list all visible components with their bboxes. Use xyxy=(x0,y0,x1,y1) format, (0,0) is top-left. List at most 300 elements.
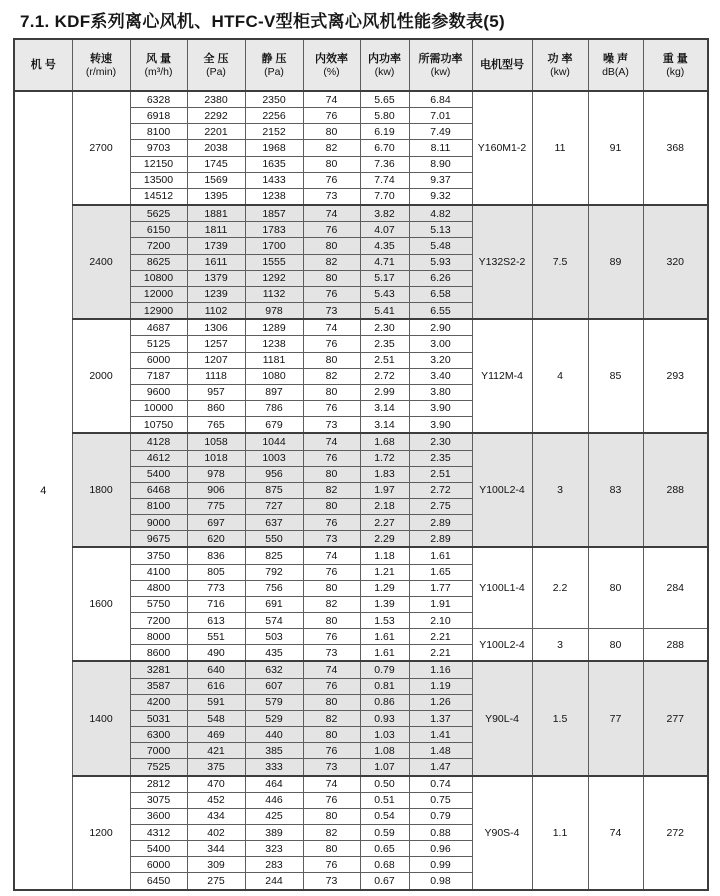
header-unit: (kw) xyxy=(374,65,395,78)
cell-static-pressure: 1181 xyxy=(245,352,303,368)
cell-static-pressure: 792 xyxy=(245,564,303,580)
cell-static-pressure: 244 xyxy=(245,873,303,890)
cell-total-pressure: 551 xyxy=(187,629,245,645)
cell-static-pressure: 1003 xyxy=(245,450,303,466)
cell-required-power: 1.47 xyxy=(409,759,472,776)
cell-total-pressure: 620 xyxy=(187,531,245,548)
cell-static-pressure: 875 xyxy=(245,482,303,498)
cell-required-power: 2.89 xyxy=(409,515,472,531)
header-speed xyxy=(72,39,130,91)
cell-internal-efficiency: 80 xyxy=(303,466,360,482)
table-row xyxy=(14,776,708,793)
cell-total-pressure: 434 xyxy=(187,808,245,824)
speed-cell: 1800 xyxy=(72,433,130,547)
cell-required-power: 3.00 xyxy=(409,336,472,352)
header-unit: (Pa) xyxy=(206,65,226,78)
cell-internal-power: 1.61 xyxy=(360,645,409,662)
cell-motor-power: 2.2 xyxy=(532,547,588,628)
cell-static-pressure: 978 xyxy=(245,302,303,319)
cell-internal-efficiency: 76 xyxy=(303,222,360,238)
cell-motor-model: Y100L2-4 xyxy=(472,629,532,662)
cell-noise: 80 xyxy=(588,547,643,628)
cell-static-pressure: 637 xyxy=(245,515,303,531)
cell-internal-efficiency: 80 xyxy=(303,124,360,140)
cell-flow-rate: 3600 xyxy=(130,808,187,824)
cell-required-power: 1.48 xyxy=(409,743,472,759)
cell-required-power: 6.55 xyxy=(409,302,472,319)
cell-internal-power: 2.72 xyxy=(360,368,409,384)
cell-required-power: 2.21 xyxy=(409,629,472,645)
cell-required-power: 1.37 xyxy=(409,710,472,726)
cell-internal-efficiency: 80 xyxy=(303,238,360,254)
cell-total-pressure: 1881 xyxy=(187,205,245,222)
cell-internal-power: 7.74 xyxy=(360,172,409,188)
cell-total-pressure: 1118 xyxy=(187,368,245,384)
header-label: 内功率 xyxy=(368,52,401,65)
cell-total-pressure: 836 xyxy=(187,547,245,564)
cell-motor-model: Y160M1-2 xyxy=(472,91,532,205)
cell-internal-power: 1.21 xyxy=(360,564,409,580)
cell-weight: 293 xyxy=(643,319,708,433)
cell-required-power: 2.21 xyxy=(409,645,472,662)
cell-internal-efficiency: 80 xyxy=(303,580,360,596)
header-machine-no xyxy=(14,39,72,91)
cell-static-pressure: 1238 xyxy=(245,336,303,352)
header-unit: (%) xyxy=(323,65,340,78)
cell-internal-power: 6.19 xyxy=(360,124,409,140)
cell-internal-power: 2.99 xyxy=(360,384,409,400)
cell-internal-power: 1.07 xyxy=(360,759,409,776)
cell-total-pressure: 697 xyxy=(187,515,245,531)
cell-flow-rate: 6918 xyxy=(130,108,187,124)
cell-total-pressure: 860 xyxy=(187,400,245,416)
cell-required-power: 2.51 xyxy=(409,466,472,482)
cell-total-pressure: 1018 xyxy=(187,450,245,466)
cell-noise: 80 xyxy=(588,629,643,662)
header-unit: (m³/h) xyxy=(144,65,173,78)
cell-internal-efficiency: 82 xyxy=(303,482,360,498)
cell-required-power: 1.41 xyxy=(409,727,472,743)
cell-static-pressure: 1857 xyxy=(245,205,303,222)
cell-internal-power: 2.29 xyxy=(360,531,409,548)
cell-internal-power: 1.68 xyxy=(360,433,409,450)
cell-total-pressure: 402 xyxy=(187,825,245,841)
cell-static-pressure: 1080 xyxy=(245,368,303,384)
header-motor-power xyxy=(532,39,588,91)
header-noise xyxy=(588,39,643,91)
cell-internal-power: 0.79 xyxy=(360,661,409,678)
cell-static-pressure: 385 xyxy=(245,743,303,759)
cell-internal-power: 3.82 xyxy=(360,205,409,222)
cell-flow-rate: 6300 xyxy=(130,727,187,743)
cell-motor-power: 1.1 xyxy=(532,776,588,890)
cell-internal-power: 5.17 xyxy=(360,270,409,286)
cell-internal-efficiency: 73 xyxy=(303,302,360,319)
cell-static-pressure: 435 xyxy=(245,645,303,662)
cell-required-power: 0.96 xyxy=(409,841,472,857)
cell-internal-efficiency: 82 xyxy=(303,368,360,384)
cell-static-pressure: 1433 xyxy=(245,172,303,188)
cell-static-pressure: 1289 xyxy=(245,319,303,336)
cell-required-power: 8.11 xyxy=(409,140,472,156)
cell-required-power: 0.75 xyxy=(409,792,472,808)
cell-flow-rate: 5400 xyxy=(130,466,187,482)
cell-motor-power: 3 xyxy=(532,433,588,547)
cell-internal-power: 0.50 xyxy=(360,776,409,793)
cell-static-pressure: 579 xyxy=(245,694,303,710)
cell-total-pressure: 421 xyxy=(187,743,245,759)
cell-motor-model: Y90S-4 xyxy=(472,776,532,890)
cell-required-power: 2.90 xyxy=(409,319,472,336)
cell-internal-efficiency: 82 xyxy=(303,710,360,726)
cell-total-pressure: 469 xyxy=(187,727,245,743)
cell-flow-rate: 8625 xyxy=(130,254,187,270)
cell-static-pressure: 2350 xyxy=(245,91,303,108)
cell-internal-power: 1.83 xyxy=(360,466,409,482)
cell-internal-power: 4.07 xyxy=(360,222,409,238)
cell-static-pressure: 727 xyxy=(245,498,303,514)
cell-total-pressure: 1395 xyxy=(187,188,245,205)
cell-static-pressure: 323 xyxy=(245,841,303,857)
header-unit: (r/min) xyxy=(85,65,117,78)
header-required-power xyxy=(409,39,472,91)
cell-static-pressure: 1700 xyxy=(245,238,303,254)
cell-required-power: 6.84 xyxy=(409,91,472,108)
speed-cell: 1200 xyxy=(72,776,130,890)
cell-internal-power: 4.71 xyxy=(360,254,409,270)
table-row xyxy=(14,91,708,108)
cell-flow-rate: 4200 xyxy=(130,694,187,710)
cell-internal-power: 1.03 xyxy=(360,727,409,743)
cell-noise: 77 xyxy=(588,661,643,775)
cell-required-power: 3.20 xyxy=(409,352,472,368)
cell-flow-rate: 3750 xyxy=(130,547,187,564)
cell-flow-rate: 7200 xyxy=(130,238,187,254)
header-internal-power xyxy=(360,39,409,91)
cell-flow-rate: 3587 xyxy=(130,678,187,694)
header-label: 静 压 xyxy=(261,52,287,65)
cell-internal-efficiency: 74 xyxy=(303,661,360,678)
cell-flow-rate: 6450 xyxy=(130,873,187,890)
cell-internal-power: 1.08 xyxy=(360,743,409,759)
cell-required-power: 3.80 xyxy=(409,384,472,400)
cell-flow-rate: 8100 xyxy=(130,124,187,140)
cell-internal-power: 5.65 xyxy=(360,91,409,108)
cell-internal-efficiency: 74 xyxy=(303,776,360,793)
cell-internal-power: 7.36 xyxy=(360,156,409,172)
cell-weight: 277 xyxy=(643,661,708,775)
cell-internal-efficiency: 73 xyxy=(303,873,360,890)
cell-total-pressure: 1207 xyxy=(187,352,245,368)
header-label: 转速 xyxy=(90,52,112,65)
cell-noise: 91 xyxy=(588,91,643,205)
cell-total-pressure: 775 xyxy=(187,498,245,514)
cell-required-power: 5.13 xyxy=(409,222,472,238)
cell-required-power: 2.35 xyxy=(409,450,472,466)
cell-flow-rate: 8100 xyxy=(130,498,187,514)
cell-total-pressure: 1811 xyxy=(187,222,245,238)
cell-internal-efficiency: 73 xyxy=(303,531,360,548)
cell-internal-power: 0.59 xyxy=(360,825,409,841)
cell-flow-rate: 6468 xyxy=(130,482,187,498)
cell-total-pressure: 1257 xyxy=(187,336,245,352)
cell-static-pressure: 756 xyxy=(245,580,303,596)
cell-static-pressure: 574 xyxy=(245,612,303,628)
cell-required-power: 6.58 xyxy=(409,286,472,302)
speed-cell: 2000 xyxy=(72,319,130,433)
speed-cell: 1600 xyxy=(72,547,130,661)
cell-flow-rate: 10750 xyxy=(130,417,187,434)
cell-internal-efficiency: 73 xyxy=(303,759,360,776)
cell-total-pressure: 309 xyxy=(187,857,245,873)
cell-static-pressure: 691 xyxy=(245,596,303,612)
cell-internal-efficiency: 74 xyxy=(303,433,360,450)
cell-static-pressure: 607 xyxy=(245,678,303,694)
cell-static-pressure: 440 xyxy=(245,727,303,743)
header-unit: (kw) xyxy=(430,65,451,78)
header-static-pressure xyxy=(245,39,303,91)
speed-cell: 2400 xyxy=(72,205,130,319)
cell-internal-power: 3.14 xyxy=(360,400,409,416)
header-unit: (kw) xyxy=(550,65,570,78)
cell-internal-efficiency: 76 xyxy=(303,564,360,580)
cell-flow-rate: 3281 xyxy=(130,661,187,678)
header-unit: dB(A) xyxy=(602,65,629,78)
cell-motor-power: 4 xyxy=(532,319,588,433)
cell-weight: 272 xyxy=(643,776,708,890)
cell-internal-power: 7.70 xyxy=(360,188,409,205)
cell-internal-efficiency: 74 xyxy=(303,205,360,222)
cell-flow-rate: 6328 xyxy=(130,91,187,108)
header-weight xyxy=(643,39,708,91)
header-label: 重 量 xyxy=(662,52,688,65)
cell-internal-power: 1.29 xyxy=(360,580,409,596)
cell-flow-rate: 14512 xyxy=(130,188,187,205)
cell-total-pressure: 1739 xyxy=(187,238,245,254)
cell-total-pressure: 773 xyxy=(187,580,245,596)
cell-noise: 83 xyxy=(588,433,643,547)
cell-flow-rate: 3075 xyxy=(130,792,187,808)
cell-internal-efficiency: 82 xyxy=(303,254,360,270)
table-row xyxy=(14,205,708,222)
cell-total-pressure: 490 xyxy=(187,645,245,662)
cell-total-pressure: 1306 xyxy=(187,319,245,336)
cell-internal-efficiency: 80 xyxy=(303,384,360,400)
header-label: 机 号 xyxy=(30,59,56,71)
cell-required-power: 1.91 xyxy=(409,596,472,612)
cell-internal-efficiency: 76 xyxy=(303,629,360,645)
cell-required-power: 4.82 xyxy=(409,205,472,222)
cell-static-pressure: 786 xyxy=(245,400,303,416)
cell-required-power: 7.01 xyxy=(409,108,472,124)
header-row xyxy=(14,39,708,91)
cell-flow-rate: 6150 xyxy=(130,222,187,238)
cell-required-power: 2.89 xyxy=(409,531,472,548)
cell-static-pressure: 897 xyxy=(245,384,303,400)
speed-cell: 1400 xyxy=(72,661,130,775)
cell-flow-rate: 4128 xyxy=(130,433,187,450)
cell-static-pressure: 1783 xyxy=(245,222,303,238)
cell-internal-power: 0.65 xyxy=(360,841,409,857)
cell-total-pressure: 470 xyxy=(187,776,245,793)
cell-internal-efficiency: 76 xyxy=(303,743,360,759)
cell-total-pressure: 613 xyxy=(187,612,245,628)
cell-static-pressure: 1292 xyxy=(245,270,303,286)
cell-internal-efficiency: 74 xyxy=(303,547,360,564)
cell-internal-power: 1.53 xyxy=(360,612,409,628)
cell-motor-model: Y100L2-4 xyxy=(472,433,532,547)
cell-internal-efficiency: 82 xyxy=(303,140,360,156)
cell-flow-rate: 8600 xyxy=(130,645,187,662)
cell-required-power: 1.16 xyxy=(409,661,472,678)
cell-internal-power: 2.51 xyxy=(360,352,409,368)
cell-internal-power: 0.68 xyxy=(360,857,409,873)
cell-required-power: 5.93 xyxy=(409,254,472,270)
cell-total-pressure: 2292 xyxy=(187,108,245,124)
header-label: 全 压 xyxy=(203,52,229,65)
cell-motor-power: 1.5 xyxy=(532,661,588,775)
cell-noise: 85 xyxy=(588,319,643,433)
table-row xyxy=(14,661,708,678)
header-label: 内效率 xyxy=(315,52,348,65)
cell-required-power: 2.75 xyxy=(409,498,472,514)
cell-required-power: 0.99 xyxy=(409,857,472,873)
cell-noise: 74 xyxy=(588,776,643,890)
cell-internal-power: 2.18 xyxy=(360,498,409,514)
cell-internal-efficiency: 73 xyxy=(303,188,360,205)
header-motor-model xyxy=(472,39,532,91)
cell-total-pressure: 1239 xyxy=(187,286,245,302)
cell-static-pressure: 1635 xyxy=(245,156,303,172)
cell-required-power: 3.40 xyxy=(409,368,472,384)
cell-required-power: 5.48 xyxy=(409,238,472,254)
cell-static-pressure: 425 xyxy=(245,808,303,824)
cell-flow-rate: 7000 xyxy=(130,743,187,759)
cell-total-pressure: 591 xyxy=(187,694,245,710)
cell-required-power: 0.79 xyxy=(409,808,472,824)
header-unit: (Pa) xyxy=(264,65,284,78)
cell-internal-power: 3.14 xyxy=(360,417,409,434)
cell-flow-rate: 12000 xyxy=(130,286,187,302)
cell-required-power: 0.88 xyxy=(409,825,472,841)
cell-internal-efficiency: 73 xyxy=(303,645,360,662)
cell-required-power: 2.30 xyxy=(409,433,472,450)
cell-total-pressure: 616 xyxy=(187,678,245,694)
header-label: 所需功率 xyxy=(418,52,463,65)
cell-flow-rate: 5625 xyxy=(130,205,187,222)
speed-cell: 2700 xyxy=(72,91,130,205)
cell-internal-efficiency: 76 xyxy=(303,286,360,302)
cell-total-pressure: 978 xyxy=(187,466,245,482)
cell-motor-power: 3 xyxy=(532,629,588,662)
cell-static-pressure: 679 xyxy=(245,417,303,434)
cell-internal-power: 0.54 xyxy=(360,808,409,824)
cell-internal-efficiency: 76 xyxy=(303,857,360,873)
cell-internal-efficiency: 80 xyxy=(303,352,360,368)
table-row xyxy=(14,547,708,564)
cell-weight: 288 xyxy=(643,433,708,547)
cell-total-pressure: 1611 xyxy=(187,254,245,270)
cell-internal-power: 0.86 xyxy=(360,694,409,710)
cell-internal-power: 0.51 xyxy=(360,792,409,808)
cell-total-pressure: 906 xyxy=(187,482,245,498)
cell-flow-rate: 8000 xyxy=(130,629,187,645)
cell-weight: 320 xyxy=(643,205,708,319)
cell-flow-rate: 6000 xyxy=(130,352,187,368)
cell-flow-rate: 5750 xyxy=(130,596,187,612)
table-header xyxy=(14,39,708,91)
cell-internal-power: 0.67 xyxy=(360,873,409,890)
header-label: 风 量 xyxy=(145,52,172,65)
header-label: 功 率 xyxy=(547,52,573,65)
cell-internal-power: 0.81 xyxy=(360,678,409,694)
cell-required-power: 1.19 xyxy=(409,678,472,694)
cell-internal-efficiency: 80 xyxy=(303,498,360,514)
cell-required-power: 9.32 xyxy=(409,188,472,205)
cell-static-pressure: 1044 xyxy=(245,433,303,450)
cell-total-pressure: 1102 xyxy=(187,302,245,319)
cell-flow-rate: 7200 xyxy=(130,612,187,628)
cell-static-pressure: 529 xyxy=(245,710,303,726)
cell-static-pressure: 1132 xyxy=(245,286,303,302)
cell-flow-rate: 9000 xyxy=(130,515,187,531)
cell-internal-power: 2.27 xyxy=(360,515,409,531)
cell-required-power: 1.61 xyxy=(409,547,472,564)
cell-internal-efficiency: 76 xyxy=(303,450,360,466)
cell-static-pressure: 464 xyxy=(245,776,303,793)
header-label: 电机型号 xyxy=(480,59,524,71)
cell-required-power: 3.90 xyxy=(409,417,472,434)
cell-flow-rate: 4687 xyxy=(130,319,187,336)
cell-flow-rate: 7525 xyxy=(130,759,187,776)
cell-flow-rate: 10000 xyxy=(130,400,187,416)
cell-internal-power: 5.43 xyxy=(360,286,409,302)
cell-total-pressure: 805 xyxy=(187,564,245,580)
cell-flow-rate: 6000 xyxy=(130,857,187,873)
cell-internal-power: 5.80 xyxy=(360,108,409,124)
cell-flow-rate: 9675 xyxy=(130,531,187,548)
cell-flow-rate: 9600 xyxy=(130,384,187,400)
cell-flow-rate: 4612 xyxy=(130,450,187,466)
cell-internal-power: 1.72 xyxy=(360,450,409,466)
cell-motor-model: Y112M-4 xyxy=(472,319,532,433)
performance-table xyxy=(13,38,709,891)
cell-internal-power: 1.39 xyxy=(360,596,409,612)
cell-internal-efficiency: 76 xyxy=(303,172,360,188)
cell-motor-model: Y90L-4 xyxy=(472,661,532,775)
cell-total-pressure: 1569 xyxy=(187,172,245,188)
cell-weight: 368 xyxy=(643,91,708,205)
header-label: 噪 声 xyxy=(602,52,629,65)
cell-internal-efficiency: 80 xyxy=(303,694,360,710)
cell-static-pressure: 2256 xyxy=(245,108,303,124)
cell-total-pressure: 452 xyxy=(187,792,245,808)
cell-internal-efficiency: 74 xyxy=(303,91,360,108)
cell-required-power: 1.26 xyxy=(409,694,472,710)
cell-internal-power: 1.61 xyxy=(360,629,409,645)
cell-weight: 284 xyxy=(643,547,708,628)
cell-internal-power: 1.18 xyxy=(360,547,409,564)
cell-internal-efficiency: 80 xyxy=(303,841,360,857)
cell-static-pressure: 632 xyxy=(245,661,303,678)
cell-weight: 288 xyxy=(643,629,708,662)
cell-total-pressure: 1058 xyxy=(187,433,245,450)
cell-total-pressure: 344 xyxy=(187,841,245,857)
cell-internal-efficiency: 80 xyxy=(303,727,360,743)
cell-internal-efficiency: 76 xyxy=(303,336,360,352)
cell-static-pressure: 446 xyxy=(245,792,303,808)
cell-internal-efficiency: 76 xyxy=(303,515,360,531)
